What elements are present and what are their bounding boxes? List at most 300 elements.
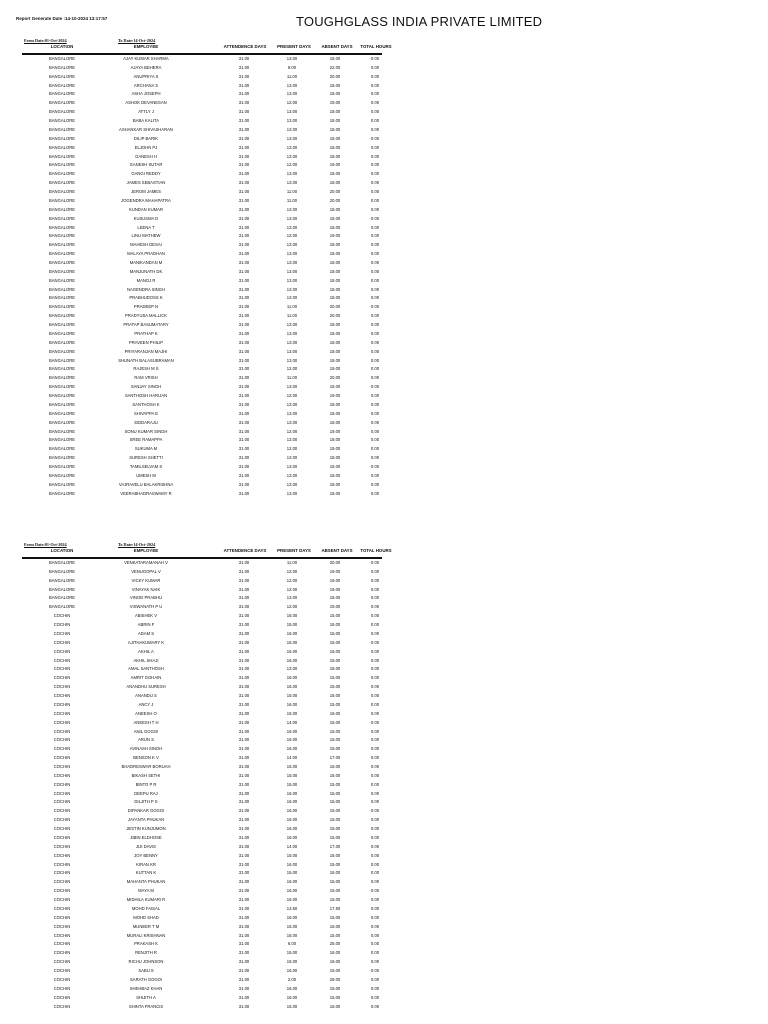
table-row	[22, 612, 382, 621]
present-days-cell: 16.00	[286, 808, 298, 814]
attendance-days-cell: 31.00	[238, 126, 250, 132]
total-hours-cell: 0.00	[370, 437, 380, 443]
location-cell: COCHIN	[53, 870, 71, 876]
location-cell: BANGALORE	[48, 277, 76, 283]
total-hours-cell: 0.00	[370, 595, 380, 601]
present-days-cell: 16.00	[286, 746, 298, 752]
absent-days-cell: 20.00	[329, 560, 341, 565]
employee-cell: ABRIN F	[137, 622, 155, 628]
header-location: LOCATION	[50, 548, 74, 553]
absent-days-cell: 15.00	[329, 861, 341, 867]
employee-cell: MOHD SHAD	[133, 914, 159, 920]
absent-days-cell: 18.00	[329, 56, 341, 61]
attendance-days-cell: 31.00	[238, 189, 250, 195]
employee-cell: PRATHAP K	[134, 330, 158, 336]
present-days-cell: 13.00	[286, 126, 298, 132]
location-cell: BANGALORE	[48, 197, 76, 203]
absent-days-cell: 18.00	[329, 206, 341, 212]
location-cell: BANGALORE	[48, 437, 76, 443]
employee-cell: RICHU JOHNSON	[128, 959, 164, 965]
absent-days-cell: 18.00	[329, 401, 341, 407]
absent-days-cell: 19.00	[329, 233, 341, 239]
location-cell: COCHIN	[53, 976, 71, 982]
absent-days-cell: 15.00	[329, 994, 341, 1000]
present-days-cell: 11.00	[286, 189, 298, 195]
attendance-days-cell: 31.00	[238, 781, 250, 787]
location-cell: BANGALORE	[48, 322, 76, 328]
location-cell: BANGALORE	[48, 586, 76, 592]
attendance-days-cell: 31.00	[238, 870, 250, 876]
present-days-cell: 16.00	[286, 701, 298, 707]
present-days-cell: 13.00	[286, 153, 298, 159]
location-cell: BANGALORE	[48, 118, 76, 124]
absent-days-cell: 16.00	[329, 1003, 341, 1009]
total-hours-cell: 0.00	[370, 339, 380, 345]
total-hours-cell: 0.00	[370, 295, 380, 301]
location-cell: COCHIN	[53, 950, 71, 956]
attendance-days-cell: 31.00	[238, 233, 250, 239]
attendance-days-cell: 31.00	[238, 446, 250, 452]
attendance-days-cell: 31.00	[238, 728, 250, 734]
employee-cell: MALAYA PRADHAN	[127, 251, 165, 257]
table-row	[22, 303, 382, 312]
total-hours-cell: 0.00	[370, 772, 380, 778]
header-location: LOCATION	[50, 44, 74, 49]
location-cell: BANGALORE	[48, 446, 76, 452]
present-days-cell: 13.00	[286, 286, 298, 292]
present-days-cell: 15.00	[286, 1003, 298, 1009]
from-date: From Date:01-Oct-2024	[24, 542, 67, 547]
absent-days-cell: 16.00	[329, 772, 341, 778]
total-hours-cell: 0.00	[370, 764, 380, 769]
absent-days-cell: 15.00	[329, 985, 341, 991]
location-cell: COCHIN	[53, 764, 71, 769]
location-cell: COCHIN	[53, 932, 71, 938]
location-cell: COCHIN	[53, 772, 71, 778]
absent-days-cell: 18.00	[329, 135, 341, 141]
table-row	[22, 321, 382, 330]
employee-cell: PRIYARANJAN MAJHI	[124, 348, 168, 354]
table-row	[22, 816, 382, 825]
present-days-cell: 13.00	[286, 490, 298, 496]
absent-days-cell: 20.00	[329, 375, 341, 381]
total-hours-cell: 0.00	[370, 304, 380, 310]
present-days-cell: 16.00	[286, 914, 298, 920]
absent-days-cell: 18.00	[329, 118, 341, 124]
table-row	[22, 472, 382, 481]
present-days-cell: 13.00	[286, 464, 298, 470]
total-hours-cell: 0.00	[370, 286, 380, 292]
location-cell: COCHIN	[53, 941, 71, 947]
attendance-days-cell: 31.00	[238, 100, 250, 106]
location-cell: BANGALORE	[48, 100, 76, 106]
employee-cell: KIRAN KR	[136, 861, 156, 867]
total-hours-cell: 0.00	[370, 737, 380, 743]
total-hours-cell: 0.00	[370, 73, 380, 79]
total-hours-cell: 0.00	[370, 985, 380, 991]
absent-days-cell: 16.00	[329, 622, 341, 628]
present-days-cell: 16.00	[286, 994, 298, 1000]
table-row	[22, 294, 382, 303]
attendance-days-cell: 31.00	[238, 295, 250, 301]
location-cell: BANGALORE	[48, 189, 76, 195]
total-hours-cell: 0.00	[370, 472, 380, 478]
present-days-cell: 13.00	[286, 82, 298, 88]
present-days-cell: 15.00	[286, 710, 298, 716]
attendance-days-cell: 31.00	[238, 923, 250, 929]
location-cell: BANGALORE	[48, 135, 76, 141]
table-row	[22, 878, 382, 887]
table-row	[22, 374, 382, 383]
attendance-days-cell: 31.00	[238, 684, 250, 690]
absent-days-cell: 16.00	[329, 764, 341, 769]
location-cell: BANGALORE	[48, 455, 76, 461]
employee-cell: ANEESH T H	[133, 719, 159, 725]
total-hours-cell: 0.00	[370, 384, 380, 390]
present-days-cell: 15.00	[286, 959, 298, 965]
location-cell: BANGALORE	[48, 126, 76, 132]
attendance-days-cell: 31.00	[238, 648, 250, 654]
total-hours-cell: 0.00	[370, 826, 380, 832]
total-hours-cell: 0.00	[370, 719, 380, 725]
employee-cell: UMESH M	[136, 472, 156, 478]
employee-cell: SHIVAPPA E	[133, 410, 159, 416]
total-hours-cell: 0.00	[370, 684, 380, 690]
employee-cell: SIDDARAJU	[134, 419, 158, 425]
present-days-cell: 16.00	[286, 613, 298, 619]
table-row	[22, 401, 382, 410]
present-days-cell: 15.00	[286, 852, 298, 858]
employee-cell: MURALI KRISHNAN	[126, 932, 166, 938]
total-hours-cell: 0.00	[370, 932, 380, 938]
location-cell: BANGALORE	[48, 180, 76, 186]
total-hours-cell: 0.00	[370, 56, 380, 61]
location-cell: BANGALORE	[48, 560, 76, 565]
total-hours-cell: 0.00	[370, 313, 380, 319]
table-row	[22, 454, 382, 463]
total-hours-cell: 0.00	[370, 277, 380, 283]
total-hours-cell: 0.00	[370, 577, 380, 583]
total-hours-cell: 0.00	[370, 233, 380, 239]
absent-days-cell: 18.00	[329, 295, 341, 301]
total-hours-cell: 0.00	[370, 586, 380, 592]
present-days-cell: 16.00	[286, 888, 298, 894]
employee-cell: VICKY KUMAR	[131, 577, 161, 583]
table-row	[22, 99, 382, 108]
absent-days-cell: 19.00	[329, 366, 341, 372]
employee-cell: JIBIN ELDHOSE	[130, 834, 162, 840]
absent-days-cell: 25.00	[329, 941, 341, 947]
to-date: To Date:14-Oct-2024	[118, 38, 156, 43]
total-hours-cell: 0.00	[370, 834, 380, 840]
present-days-cell: 16.00	[286, 897, 298, 903]
absent-days-cell: 18.00	[329, 82, 341, 88]
total-hours-cell: 0.00	[370, 189, 380, 195]
total-hours-cell: 0.00	[370, 941, 380, 947]
absent-days-cell: 18.00	[329, 348, 341, 354]
location-cell: BANGALORE	[48, 472, 76, 478]
total-hours-cell: 0.00	[370, 994, 380, 1000]
present-days-cell: 12.00	[286, 233, 298, 239]
present-days-cell: 13.00	[286, 224, 298, 230]
attendance-days-cell: 31.00	[238, 843, 250, 849]
from-date: From Date:01-Oct-2024	[24, 38, 67, 43]
absent-days-cell: 16.00	[329, 959, 341, 965]
employee-cell: BABA KALITA	[132, 118, 160, 124]
location-cell: BANGALORE	[48, 242, 76, 248]
location-cell: BANGALORE	[48, 366, 76, 372]
employee-cell: AJITHAKUMARY K	[127, 639, 165, 645]
table-row	[22, 339, 382, 348]
total-hours-cell: 0.00	[370, 613, 380, 619]
employee-cell: PRAVEEN PHILIP	[128, 339, 164, 345]
table-row	[22, 905, 382, 914]
location-cell: BANGALORE	[48, 268, 76, 274]
employee-cell: MUNEER T M	[132, 923, 160, 929]
absent-days-cell: 18.00	[329, 277, 341, 283]
employee-cell: SHIJITH A	[136, 994, 156, 1000]
employee-cell: BHADRESWAR BORUAH	[121, 764, 171, 769]
table-row	[22, 949, 382, 958]
location-cell: BANGALORE	[48, 339, 76, 345]
location-cell: COCHIN	[53, 879, 71, 885]
present-days-cell: 13.00	[286, 401, 298, 407]
attendance-days-cell: 31.00	[238, 260, 250, 265]
employee-cell: VISWANATH P U	[129, 604, 163, 610]
absent-days-cell: 18.00	[329, 455, 341, 461]
table-row	[22, 603, 382, 612]
absent-days-cell: 15.00	[329, 781, 341, 787]
table-row	[22, 736, 382, 745]
present-days-cell: 11.00	[286, 375, 298, 381]
employee-cell: DILJITH P S	[134, 799, 158, 805]
attendance-days-cell: 31.00	[238, 472, 250, 478]
total-hours-cell: 0.00	[370, 648, 380, 654]
employee-cell: BIKASH SETHI	[131, 772, 161, 778]
absent-days-cell: 18.00	[329, 180, 341, 186]
attendance-days-cell: 31.00	[238, 852, 250, 858]
table-row	[22, 268, 382, 277]
header-employee: EMPLOYEE	[133, 44, 159, 49]
absent-days-cell: 15.00	[329, 737, 341, 743]
present-days-cell: 13.00	[286, 215, 298, 221]
attendance-days-cell: 31.00	[238, 630, 250, 636]
total-hours-cell: 0.00	[370, 630, 380, 636]
employee-cell: ATTLY J	[138, 109, 154, 115]
present-days-cell: 13.00	[286, 481, 298, 487]
absent-days-cell: 18.00	[329, 224, 341, 230]
absent-days-cell: 18.00	[329, 666, 341, 672]
attendance-days-cell: 31.00	[238, 64, 250, 70]
present-days-cell: 11.00	[286, 197, 298, 203]
attendance-days-cell: 31.00	[238, 577, 250, 583]
employee-cell: AMAL SANTHOSH	[128, 666, 164, 672]
location-cell: COCHIN	[53, 719, 71, 725]
present-days-cell: 13.00	[286, 295, 298, 301]
table-row	[22, 639, 382, 648]
table-row	[22, 843, 382, 852]
attendance-days-cell: 31.00	[238, 313, 250, 319]
location-cell: BANGALORE	[48, 286, 76, 292]
employee-cell: ANIL GOGOI	[133, 728, 159, 734]
absent-days-cell: 15.00	[329, 888, 341, 894]
table-row	[22, 719, 382, 728]
location-cell: BANGALORE	[48, 224, 76, 230]
absent-days-cell: 18.00	[329, 410, 341, 416]
location-cell: BANGALORE	[48, 251, 76, 257]
absent-days-cell: 18.00	[329, 481, 341, 487]
table-row	[22, 869, 382, 878]
table-row	[22, 392, 382, 401]
location-cell: BANGALORE	[48, 313, 76, 319]
location-cell: COCHIN	[53, 710, 71, 716]
table-row	[22, 790, 382, 799]
present-days-cell: 14.00	[286, 755, 298, 761]
total-hours-cell: 0.00	[370, 1003, 380, 1009]
present-days-cell: 15.00	[286, 622, 298, 628]
present-days-cell: 16.00	[286, 657, 298, 663]
present-days-cell: 13.00	[286, 180, 298, 186]
present-days-cell: 13.00	[286, 260, 298, 265]
present-days-cell: 13.50	[286, 905, 298, 911]
attendance-days-cell: 31.00	[238, 976, 250, 982]
table-row	[22, 896, 382, 905]
table-row	[22, 763, 382, 772]
total-hours-cell: 0.00	[370, 879, 380, 885]
attendance-days-cell: 31.00	[238, 994, 250, 1000]
present-days-cell: 15.00	[286, 764, 298, 769]
present-days-cell: 13.00	[286, 251, 298, 257]
total-hours-cell: 0.00	[370, 710, 380, 716]
location-cell: COCHIN	[53, 897, 71, 903]
employee-cell: SUKUMA M	[134, 446, 158, 452]
location-cell: BANGALORE	[48, 464, 76, 470]
absent-days-cell: 15.00	[329, 879, 341, 885]
total-hours-cell: 0.00	[370, 481, 380, 487]
location-cell: COCHIN	[53, 852, 71, 858]
employee-cell: JAYANTA PHUKAN	[127, 817, 165, 823]
employee-cell: KUNDAN KUMAR	[129, 206, 163, 212]
present-days-cell: 12.00	[286, 100, 298, 106]
total-hours-cell: 0.00	[370, 64, 380, 70]
present-days-cell: 15.00	[286, 950, 298, 956]
employee-cell: JEROM JAMES	[131, 189, 161, 195]
location-cell: BANGALORE	[48, 215, 76, 221]
employee-cell: JAMES SEBASTIAN	[126, 180, 166, 186]
attendance-days-cell: 31.00	[238, 384, 250, 390]
employee-cell: VINAYAK NAIK	[131, 586, 161, 592]
table-row	[22, 445, 382, 454]
present-days-cell: 15.00	[286, 693, 298, 699]
table-row	[22, 135, 382, 144]
attendance-days-cell: 31.00	[238, 799, 250, 805]
attendance-days-cell: 31.00	[238, 197, 250, 203]
header-attendance-days: ATTENDENCE DAYS	[223, 44, 267, 49]
location-cell: COCHIN	[53, 888, 71, 894]
total-hours-cell: 0.00	[370, 215, 380, 221]
table-row	[22, 985, 382, 994]
absent-days-cell: 19.00	[329, 604, 341, 610]
total-hours-cell: 0.00	[370, 419, 380, 425]
employee-cell: PRADEEP N	[133, 304, 159, 310]
total-hours-cell: 0.00	[370, 790, 380, 796]
location-cell: COCHIN	[53, 781, 71, 787]
absent-days-cell: 16.00	[329, 639, 341, 645]
present-days-cell: 13.00	[286, 666, 298, 672]
attendance-days-cell: 31.00	[238, 277, 250, 283]
total-hours-cell: 0.00	[370, 197, 380, 203]
table-row	[22, 568, 382, 577]
present-days-cell: 15.00	[286, 772, 298, 778]
total-hours-cell: 0.00	[370, 330, 380, 336]
table-row	[22, 914, 382, 923]
absent-days-cell: 19.00	[329, 162, 341, 168]
employee-cell: JOY BENNY	[134, 852, 158, 858]
table-row	[22, 807, 382, 816]
total-hours-cell: 0.00	[370, 976, 380, 982]
table-row	[22, 692, 382, 701]
employee-cell: SHEHBAZ KHAN	[129, 985, 163, 991]
attendance-days-cell: 31.00	[238, 481, 250, 487]
table-row	[22, 215, 382, 224]
total-hours-cell: 0.00	[370, 799, 380, 805]
absent-days-cell: 18.00	[329, 242, 341, 248]
table-row	[22, 825, 382, 834]
attendance-days-cell: 31.00	[238, 959, 250, 965]
absent-days-cell: 18.00	[329, 322, 341, 328]
absent-days-cell: 19.00	[329, 428, 341, 434]
present-days-cell: 13.00	[286, 91, 298, 97]
absent-days-cell: 18.00	[329, 464, 341, 470]
location-cell: COCHIN	[53, 799, 71, 805]
attendance-days-cell: 31.00	[238, 410, 250, 416]
total-hours-cell: 0.00	[370, 366, 380, 372]
present-days-cell: 13.00	[286, 437, 298, 443]
attendance-days-cell: 31.00	[238, 879, 250, 885]
table-row	[22, 648, 382, 657]
employee-cell: AMRIT GOHAIN	[130, 675, 162, 681]
present-days-cell: 13.00	[286, 277, 298, 283]
attendance-days-cell: 31.00	[238, 330, 250, 336]
table-row	[22, 277, 382, 286]
total-hours-cell: 0.00	[370, 897, 380, 903]
location-cell: BANGALORE	[48, 233, 76, 239]
present-days-cell: 12.00	[286, 586, 298, 592]
total-hours-cell: 0.00	[370, 180, 380, 186]
absent-days-cell: 16.00	[329, 923, 341, 929]
present-days-cell: 16.00	[286, 737, 298, 743]
table-row	[22, 674, 382, 683]
attendance-days-cell: 31.00	[238, 657, 250, 663]
total-hours-cell: 0.00	[370, 393, 380, 399]
header-present-days: PRESENT DAYS	[277, 44, 311, 49]
employee-cell: LINU MATHEW	[131, 233, 161, 239]
table-row	[22, 994, 382, 1003]
employee-cell: ANANDHU SURESH	[126, 684, 166, 690]
company-title: TOUGHGLASS INDIA PRIVATE LIMITED	[296, 14, 543, 29]
present-days-cell: 13.00	[286, 357, 298, 363]
location-cell: BANGALORE	[48, 109, 76, 115]
absent-days-cell: 20.00	[329, 313, 341, 319]
location-cell: BANGALORE	[48, 604, 76, 610]
employee-cell: MOHD FAISAL	[131, 905, 161, 911]
absent-days-cell: 15.00	[329, 826, 341, 832]
table-row	[22, 259, 382, 268]
employee-cell: PRAKASH K	[134, 941, 158, 947]
absent-days-cell: 16.00	[329, 693, 341, 699]
absent-days-cell: 15.00	[329, 746, 341, 752]
absent-days-cell: 15.00	[329, 790, 341, 796]
